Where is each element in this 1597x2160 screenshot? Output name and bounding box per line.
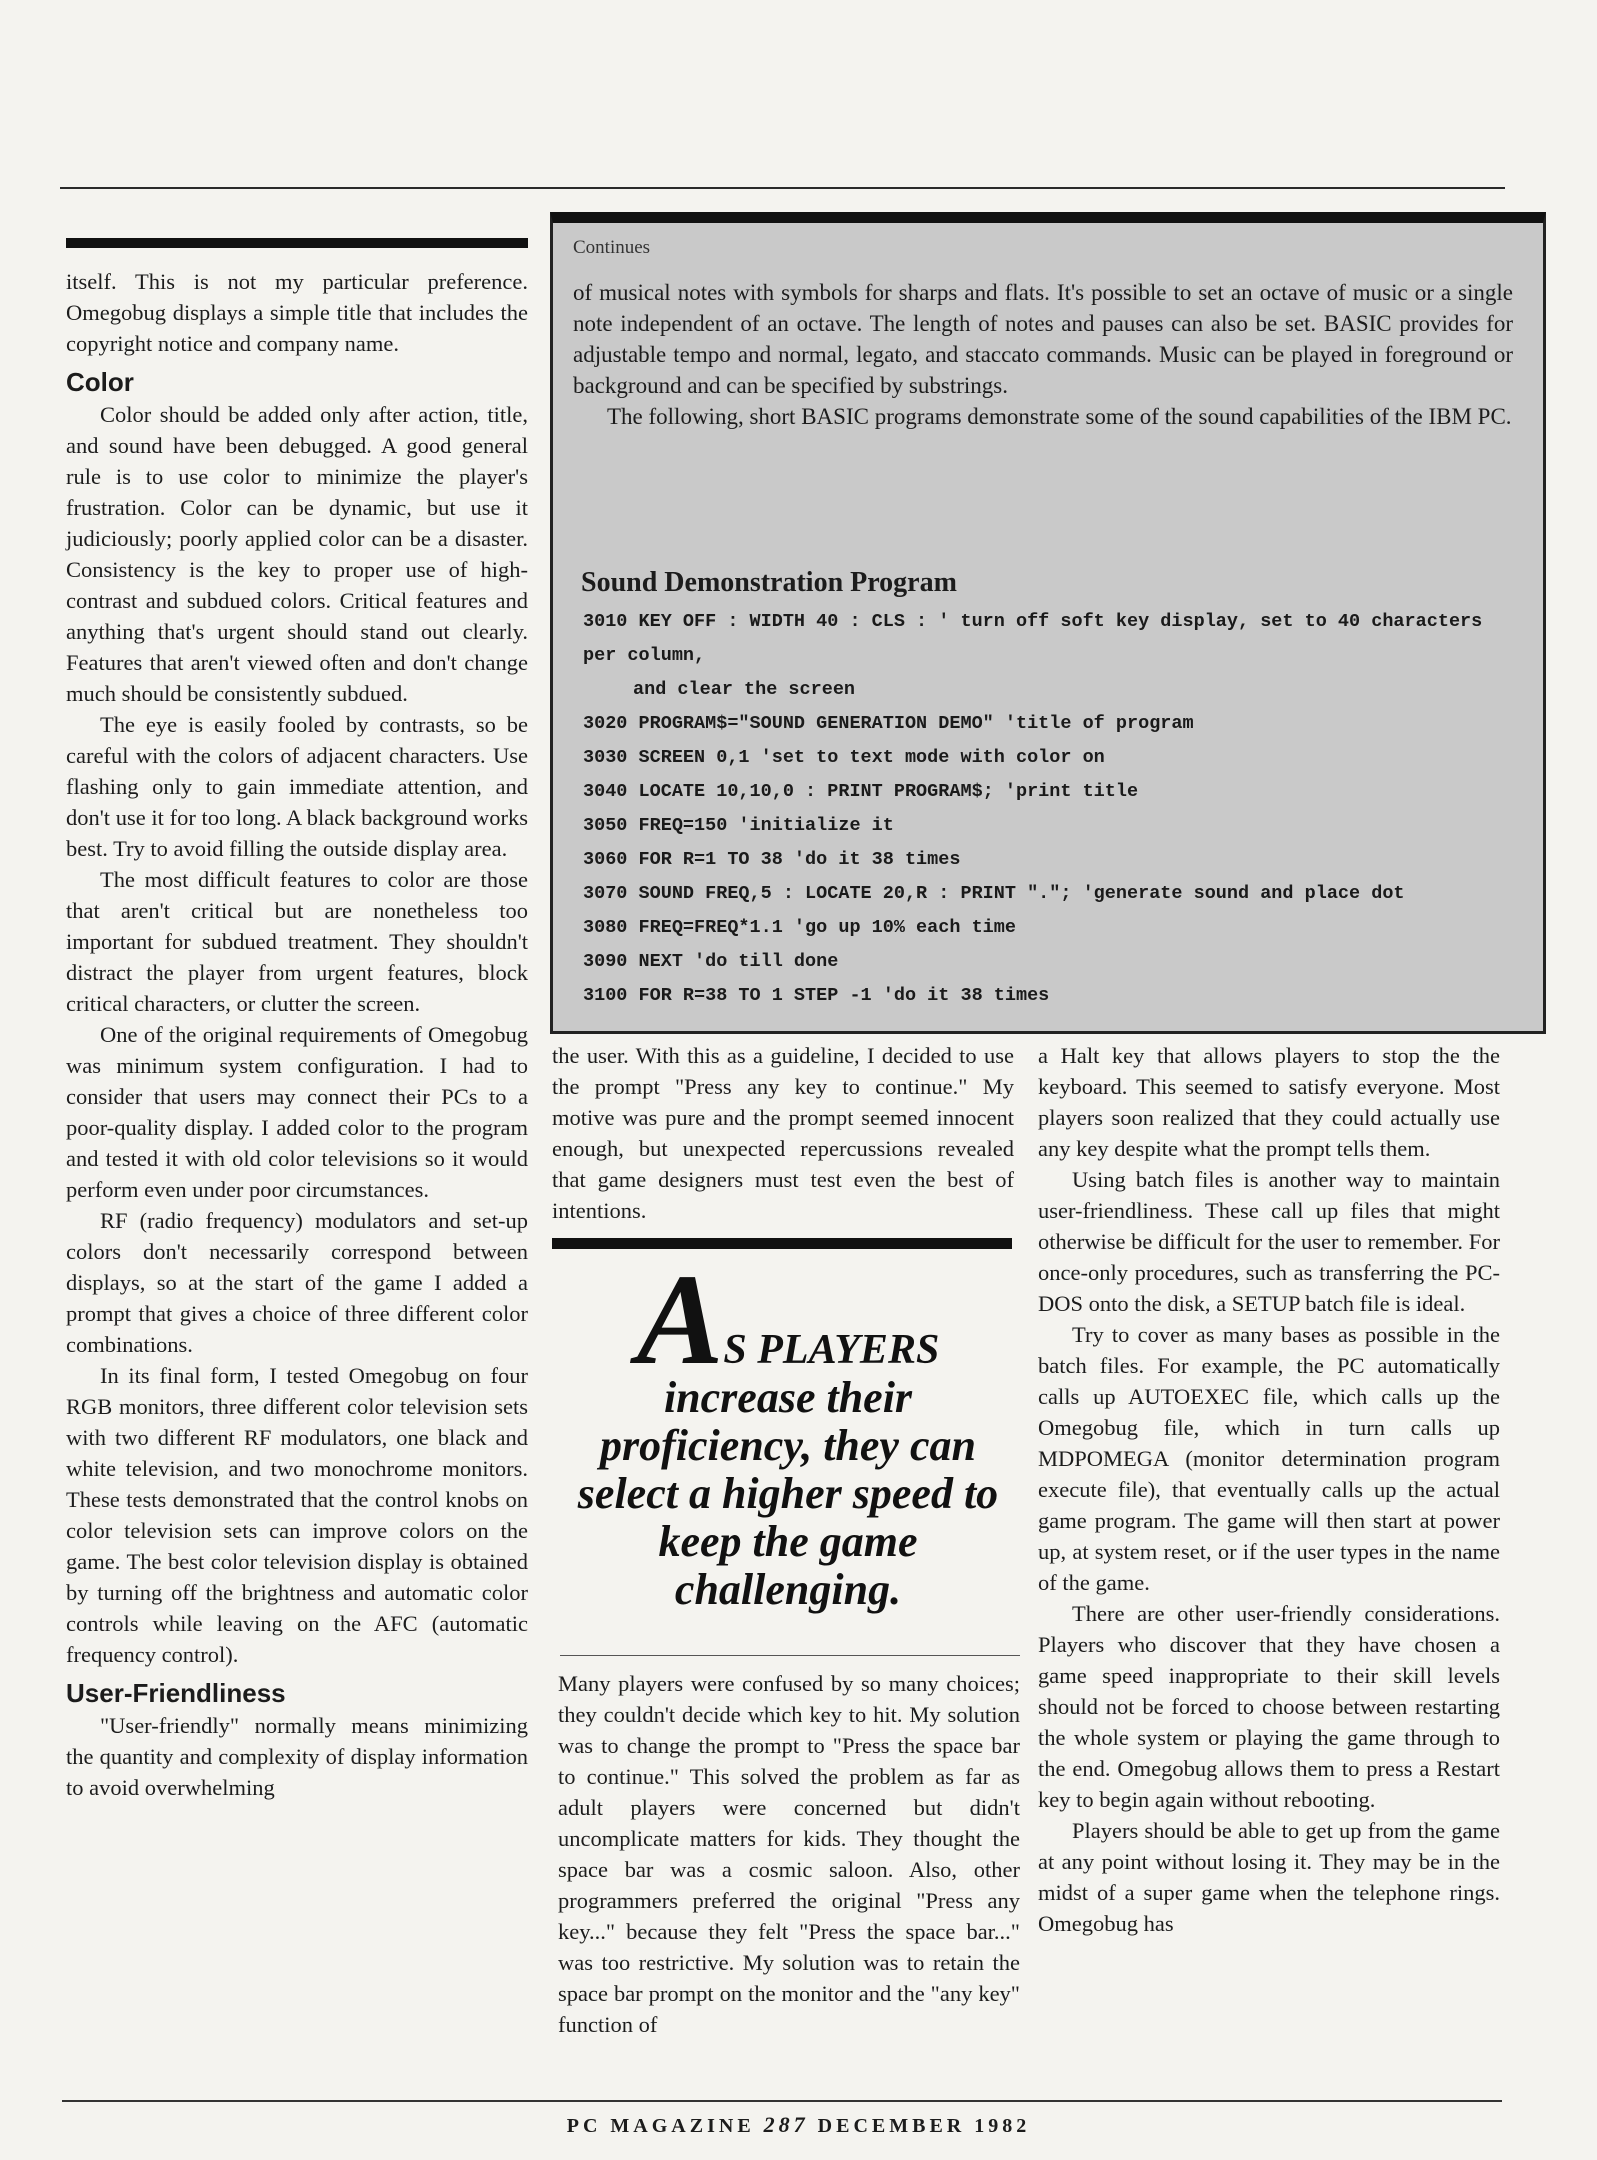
code-line: and clear the screen xyxy=(633,679,856,700)
paragraph: itself. This is not my particular preference. Omegobug displays a simple title that includes the copyright notice and company name. xyxy=(66,269,528,356)
heading-user-friendliness: User-Friendliness xyxy=(66,1678,286,1708)
issue-date: DECEMBER 1982 xyxy=(817,2115,1031,2137)
page-number: 287 xyxy=(763,2112,809,2137)
pull-quote xyxy=(558,1248,1018,1614)
code-line: 3060 FOR R=1 TO 38 'do it 38 times xyxy=(583,849,961,870)
paragraph: There are other user-friendly considerations. Players who discover that they have chosen a game speed inappropriate to their skill levels should not be forced to choose between restarting the whole system or playing the game through to the end. Omegobug allows them to press a Restart key to begin again without rebooting. xyxy=(1038,1601,1500,1812)
heading-color: Color xyxy=(66,367,134,397)
paragraph: "User-friendly" normally means minimizing the quantity and complexity of display information to avoid overwhelming xyxy=(66,1713,528,1800)
code-line: 3100 FOR R=38 TO 1 STEP -1 'do it 38 times xyxy=(583,985,1050,1006)
paragraph: The most difficult features to color are those that aren't critical but are nonetheless too important for subdued treatment. They shouldn't distract the player from urgent features, block critical characters, or clutter the screen. xyxy=(66,867,528,1016)
right-column xyxy=(1038,1040,1500,1939)
divider xyxy=(560,1655,1020,1656)
paragraph: of musical notes with symbols for sharps and flats. It's possible to set an octave of music or a single note independent of an octave. The length of notes and pauses can also be set. BASIC provides for adjustable tempo and normal, legato, and staccato commands. Music can be played in foreground or background and can be specified by substrings. xyxy=(573,280,1513,398)
sidebar-box xyxy=(550,212,1546,1034)
sidebar-title: Sound Demonstration Program xyxy=(581,567,957,598)
drop-cap: A xyxy=(636,1248,724,1392)
paragraph: RF (radio frequency) modulators and set-up colors don't necessarily correspond between displays, so at the start of the game I added a prompt that gives a choice of three different color combinations. xyxy=(66,1208,528,1357)
code-line: 3050 FREQ=150 'initialize it xyxy=(583,815,894,836)
continues-label: Continues xyxy=(573,237,651,258)
paragraph: Players should be able to get up from the game at any point without losing it. They may be in the midst of a super game when the telephone rings. Omegobug has xyxy=(1038,1818,1500,1936)
left-column xyxy=(66,266,528,1803)
column-bar xyxy=(66,238,528,248)
paragraph: The following, short BASIC programs demonstrate some of the sound capabilities of the IBM PC. xyxy=(607,404,1512,429)
pullquote-text: increase their proficiency, they can select a higher speed to keep the game challenging. xyxy=(577,1373,999,1614)
code-line: 3080 FREQ=FREQ*1.1 'go up 10% each time xyxy=(583,917,1016,938)
pullquote-lead: S PLAYERS xyxy=(723,1327,940,1373)
pullquote-bar xyxy=(552,1238,1012,1249)
magazine-name: PC MAGAZINE xyxy=(566,2115,755,2137)
code-line: 3030 SCREEN 0,1 'set to text mode with color on xyxy=(583,747,1105,768)
paragraph: Color should be added only after action, title, and sound have been debugged. A good general rule is to use color to minimize the player's frustration. Color can be dynamic, but use it judiciously; poorly applied color can be a disaster. Consistency is the key to proper use of high-contrast and subdued colors. Critical features and anything that's urgent should stand out clearly. Features that aren't viewed often and don't change much should be consistently subdued. xyxy=(66,402,528,706)
code-listing xyxy=(583,605,1523,1013)
paragraph: In its final form, I tested Omegobug on four RGB monitors, three different color television sets with two different RF modulators, one black and white television, and two monochrome monitors. These tests demonstrated that the control knobs on color television sets can improve colors on the game. The best color television display is obtained by turning off the brightness and automatic color controls while leaving on the AFC (automatic frequency control). xyxy=(66,1363,528,1667)
sidebar-intro xyxy=(573,277,1513,432)
code-line: 3010 KEY OFF : WIDTH 40 : CLS : ' turn off soft key display, set to 40 characters per column, xyxy=(583,611,1494,666)
footer-rule xyxy=(62,2100,1502,2102)
paragraph: a Halt key that allows players to stop the the keyboard. This seemed to satisfy everyone. Most players soon realized that they could actually use any key despite what the prompt tells them. xyxy=(1038,1043,1500,1161)
code-line: 3020 PROGRAM$="SOUND GENERATION DEMO" 'title of program xyxy=(583,713,1194,734)
code-line: 3070 SOUND FREQ,5 : LOCATE 20,R : PRINT "."; 'generate sound and place dot xyxy=(583,883,1405,904)
middle-column-bottom xyxy=(558,1668,1020,2040)
code-line: 3040 LOCATE 10,10,0 : PRINT PROGRAM$; 'print title xyxy=(583,781,1139,802)
paragraph: the user. With this as a guideline, I decided to use the prompt "Press any key to continue." My motive was pure and the prompt seemed innocent enough, but unexpected repercussions revealed that game designers must test even the best of intentions. xyxy=(552,1043,1014,1223)
page-footer xyxy=(0,2112,1597,2138)
top-rule xyxy=(60,187,1505,189)
middle-column-top xyxy=(552,1040,1014,1226)
paragraph: One of the original requirements of Omegobug was minimum system configuration. I had to consider that users may connect their PCs to a poor-quality display. I added color to the program and tested it with old color televisions so it would perform even under poor circumstances. xyxy=(66,1022,528,1202)
paragraph: Using batch files is another way to maintain user-friendliness. These call up files that might otherwise be difficult for the user to remember. For once-only procedures, such as transferring the PC-DOS onto the disk, a SETUP batch file is ideal. xyxy=(1038,1167,1500,1316)
paragraph: Try to cover as many bases as possible in the batch files. For example, the PC automatically calls up AUTOEXEC file, which calls up the Omegobug file, which in turn calls up MDPOMEGA (monitor determination program execute file), that eventually calls up the actual game program. The game will then start at power up, at system reset, or if the user types in the name of the game. xyxy=(1038,1322,1500,1595)
paragraph: Many players were confused by so many choices; they couldn't decide which key to hit. My solution was to change the prompt to "Press the space bar to continue." This solved the problem as far as adult players were concerned but didn't uncomplicate matters for kids. They thought the space bar was a cosmic saloon. Also, other programmers preferred the original "Press any key..." because they felt "Press the space bar..." was too restrictive. My solution was to retain the space bar prompt on the monitor and the "any key" function of xyxy=(558,1671,1020,2037)
paragraph: The eye is easily fooled by contrasts, so be careful with the colors of adjacent characters. Use flashing only to gain immediate attention, and don't use it for too long. A black background works best. Try to avoid filling the outside display area. xyxy=(66,712,528,861)
code-line: 3090 NEXT 'do till done xyxy=(583,951,839,972)
